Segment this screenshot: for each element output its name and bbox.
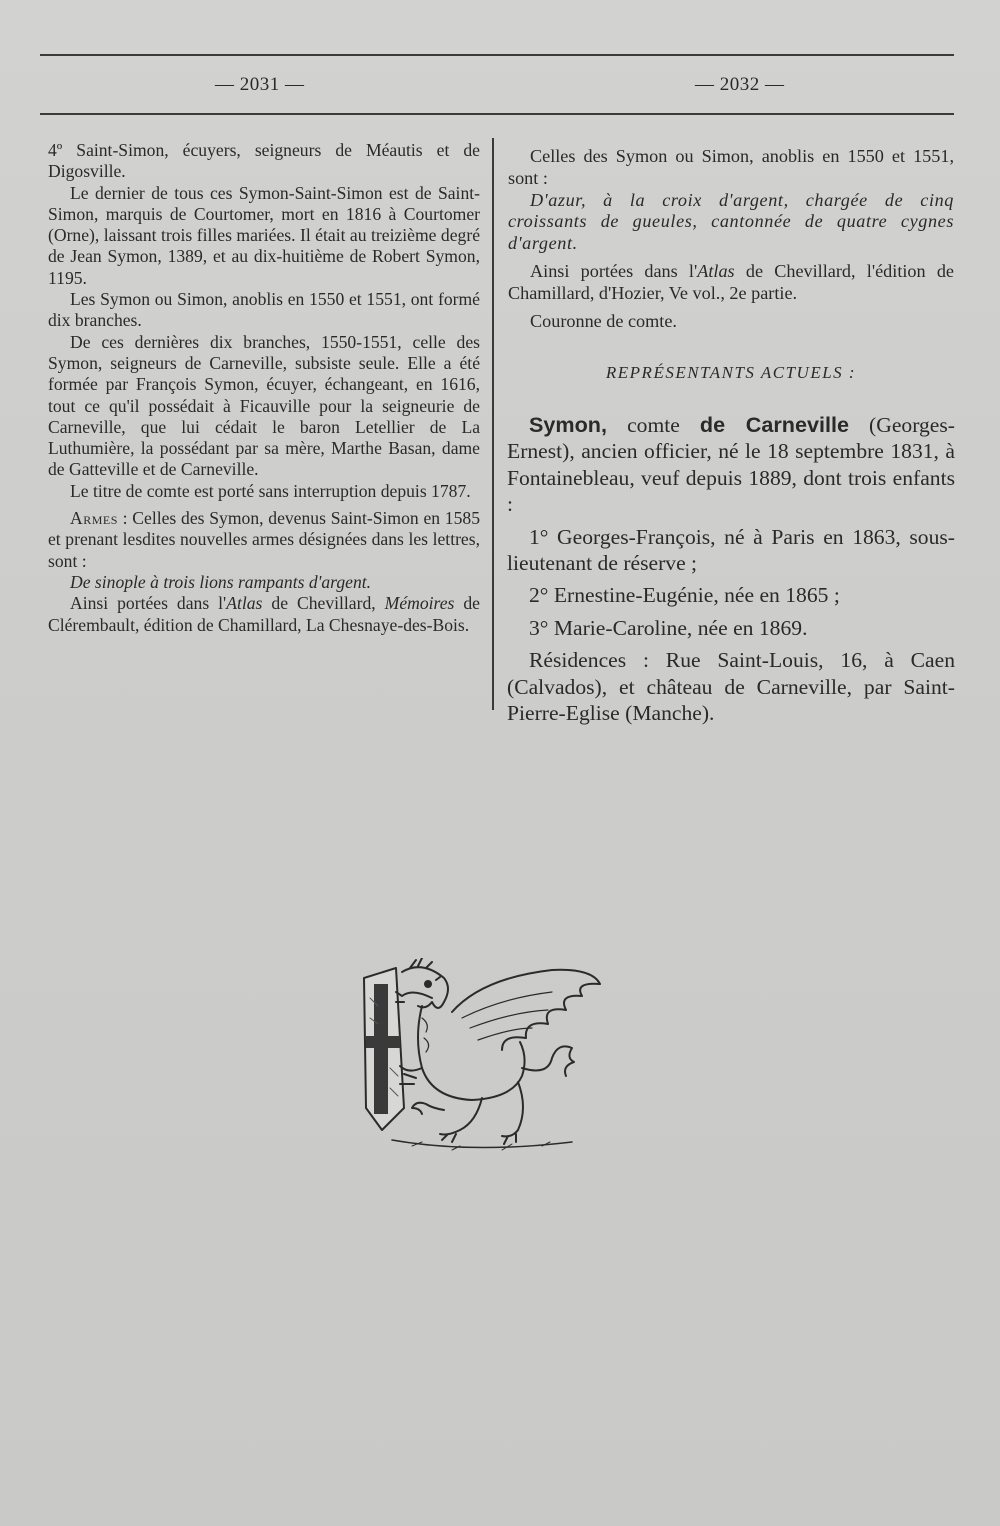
left-ainsi-memoires: Mémoires (384, 593, 455, 614)
symon-paragraph (507, 412, 955, 518)
right-column-top (508, 146, 954, 384)
symon-name: Symon, (529, 412, 607, 437)
armes-label: Armes (70, 508, 118, 529)
left-ainsi-paragraph (48, 593, 480, 636)
representants-heading: REPRÉSENTANTS ACTUELS : (605, 363, 857, 383)
left-ainsi-atlas: Atlas (226, 593, 263, 614)
page-number-right: — 2032 — (695, 74, 785, 95)
armes-text: : Celles des Symon, devenus Saint-Simon en 1585 et prenant lesdites nouvelles armes désignées dans les lettres, sont : (48, 508, 480, 571)
child-1: 1° Georges-François, né à Paris en 1863, sous-lieutenant de réserve ; (507, 524, 955, 576)
left-paragraph-1: 4º Saint-Simon, écuyers, seigneurs de Méautis et de Digosville. (48, 140, 480, 182)
left-paragraph-5: Le titre de comte est porté sans interruption depuis 1787. (70, 480, 471, 501)
left-ainsi-text-a: Ainsi portées dans l' (70, 593, 227, 614)
residences-paragraph: Résidences : Rue Saint-Louis, 16, à Caen (Calvados), et château de Carneville, par Saint-Pierre-Eglise (Manche). (507, 648, 955, 726)
left-column (48, 140, 480, 636)
left-paragraph-2: Le dernier de tous ces Symon-Saint-Simon est de Saint-Simon, marquis de Courtomer, mort en 1816 à Courtomer (Orne), laissant trois filles mariées. Il était au treizième degré de Jean Symon, 1389, et au dix-huitième de Robert Symon, 1195. (48, 182, 480, 288)
armes-paragraph (48, 508, 480, 572)
right-column-representants (507, 412, 955, 726)
left-ainsi-text-b: de Chevillard, (262, 593, 385, 614)
top-rule (40, 54, 954, 56)
child-3: 3° Marie-Caroline, née en 1869. (529, 615, 808, 640)
symon-title-b: de Carneville (699, 412, 849, 437)
right-ainsi-paragraph (508, 261, 954, 305)
right-blazon: D'azur, à la croix d'argent, chargée de cinq croissants de gueules, cantonnée de quatre cygnes d'argent. (508, 189, 954, 254)
page-number-left: — 2031 — (215, 74, 305, 95)
right-ainsi-text-a: Ainsi portées dans l' (530, 260, 698, 281)
right-paragraph-1: Celles des Symon ou Simon, anoblis en 1550 et 1551, sont : (508, 146, 954, 188)
left-ainsi-text-c: de Clérembault, édition de Chamillard, La Chesnaye-des-Bois. (48, 593, 480, 635)
right-ainsi-text-b: de Chevillard, l'édition de Chamillard, d'Hozier, Ve vol., 2e partie. (508, 260, 954, 303)
armes-blazon: De sinople à trois lions rampants d'argent. (70, 571, 372, 592)
symon-title-a: comte (607, 413, 700, 437)
left-paragraph-3: Les Symon ou Simon, anoblis en 1550 et 1551, ont formé dix branches. (48, 289, 480, 331)
column-divider (492, 138, 494, 710)
child-2: 2° Ernestine-Eugénie, née en 1865 ; (529, 583, 840, 608)
header-rule (40, 113, 954, 115)
griffin-with-shield-icon (352, 958, 602, 1180)
couronne-paragraph: Couronne de comte. (530, 310, 677, 331)
symon-rest: (Georges-Ernest), ancien officier, né le 18 septembre 1831, à Fontainebleau, veuf depuis 1889, dont trois enfants : (507, 413, 955, 517)
left-paragraph-4: De ces dernières dix branches, 1550-1551, celle des Symon, seigneurs de Carneville, subsiste seule. Elle a été formée par François Symon, écuyer, échangeant, en 1616, tout ce qu'il possédait à Ficauville pour la seigneurie de Carneville, que lui cédait le baron Letellier de La Luthumière, la possédant par sa mère, Marthe Basan, dame de Gatteville et de Carneville. (48, 331, 480, 480)
right-ainsi-atlas: Atlas (697, 260, 735, 281)
